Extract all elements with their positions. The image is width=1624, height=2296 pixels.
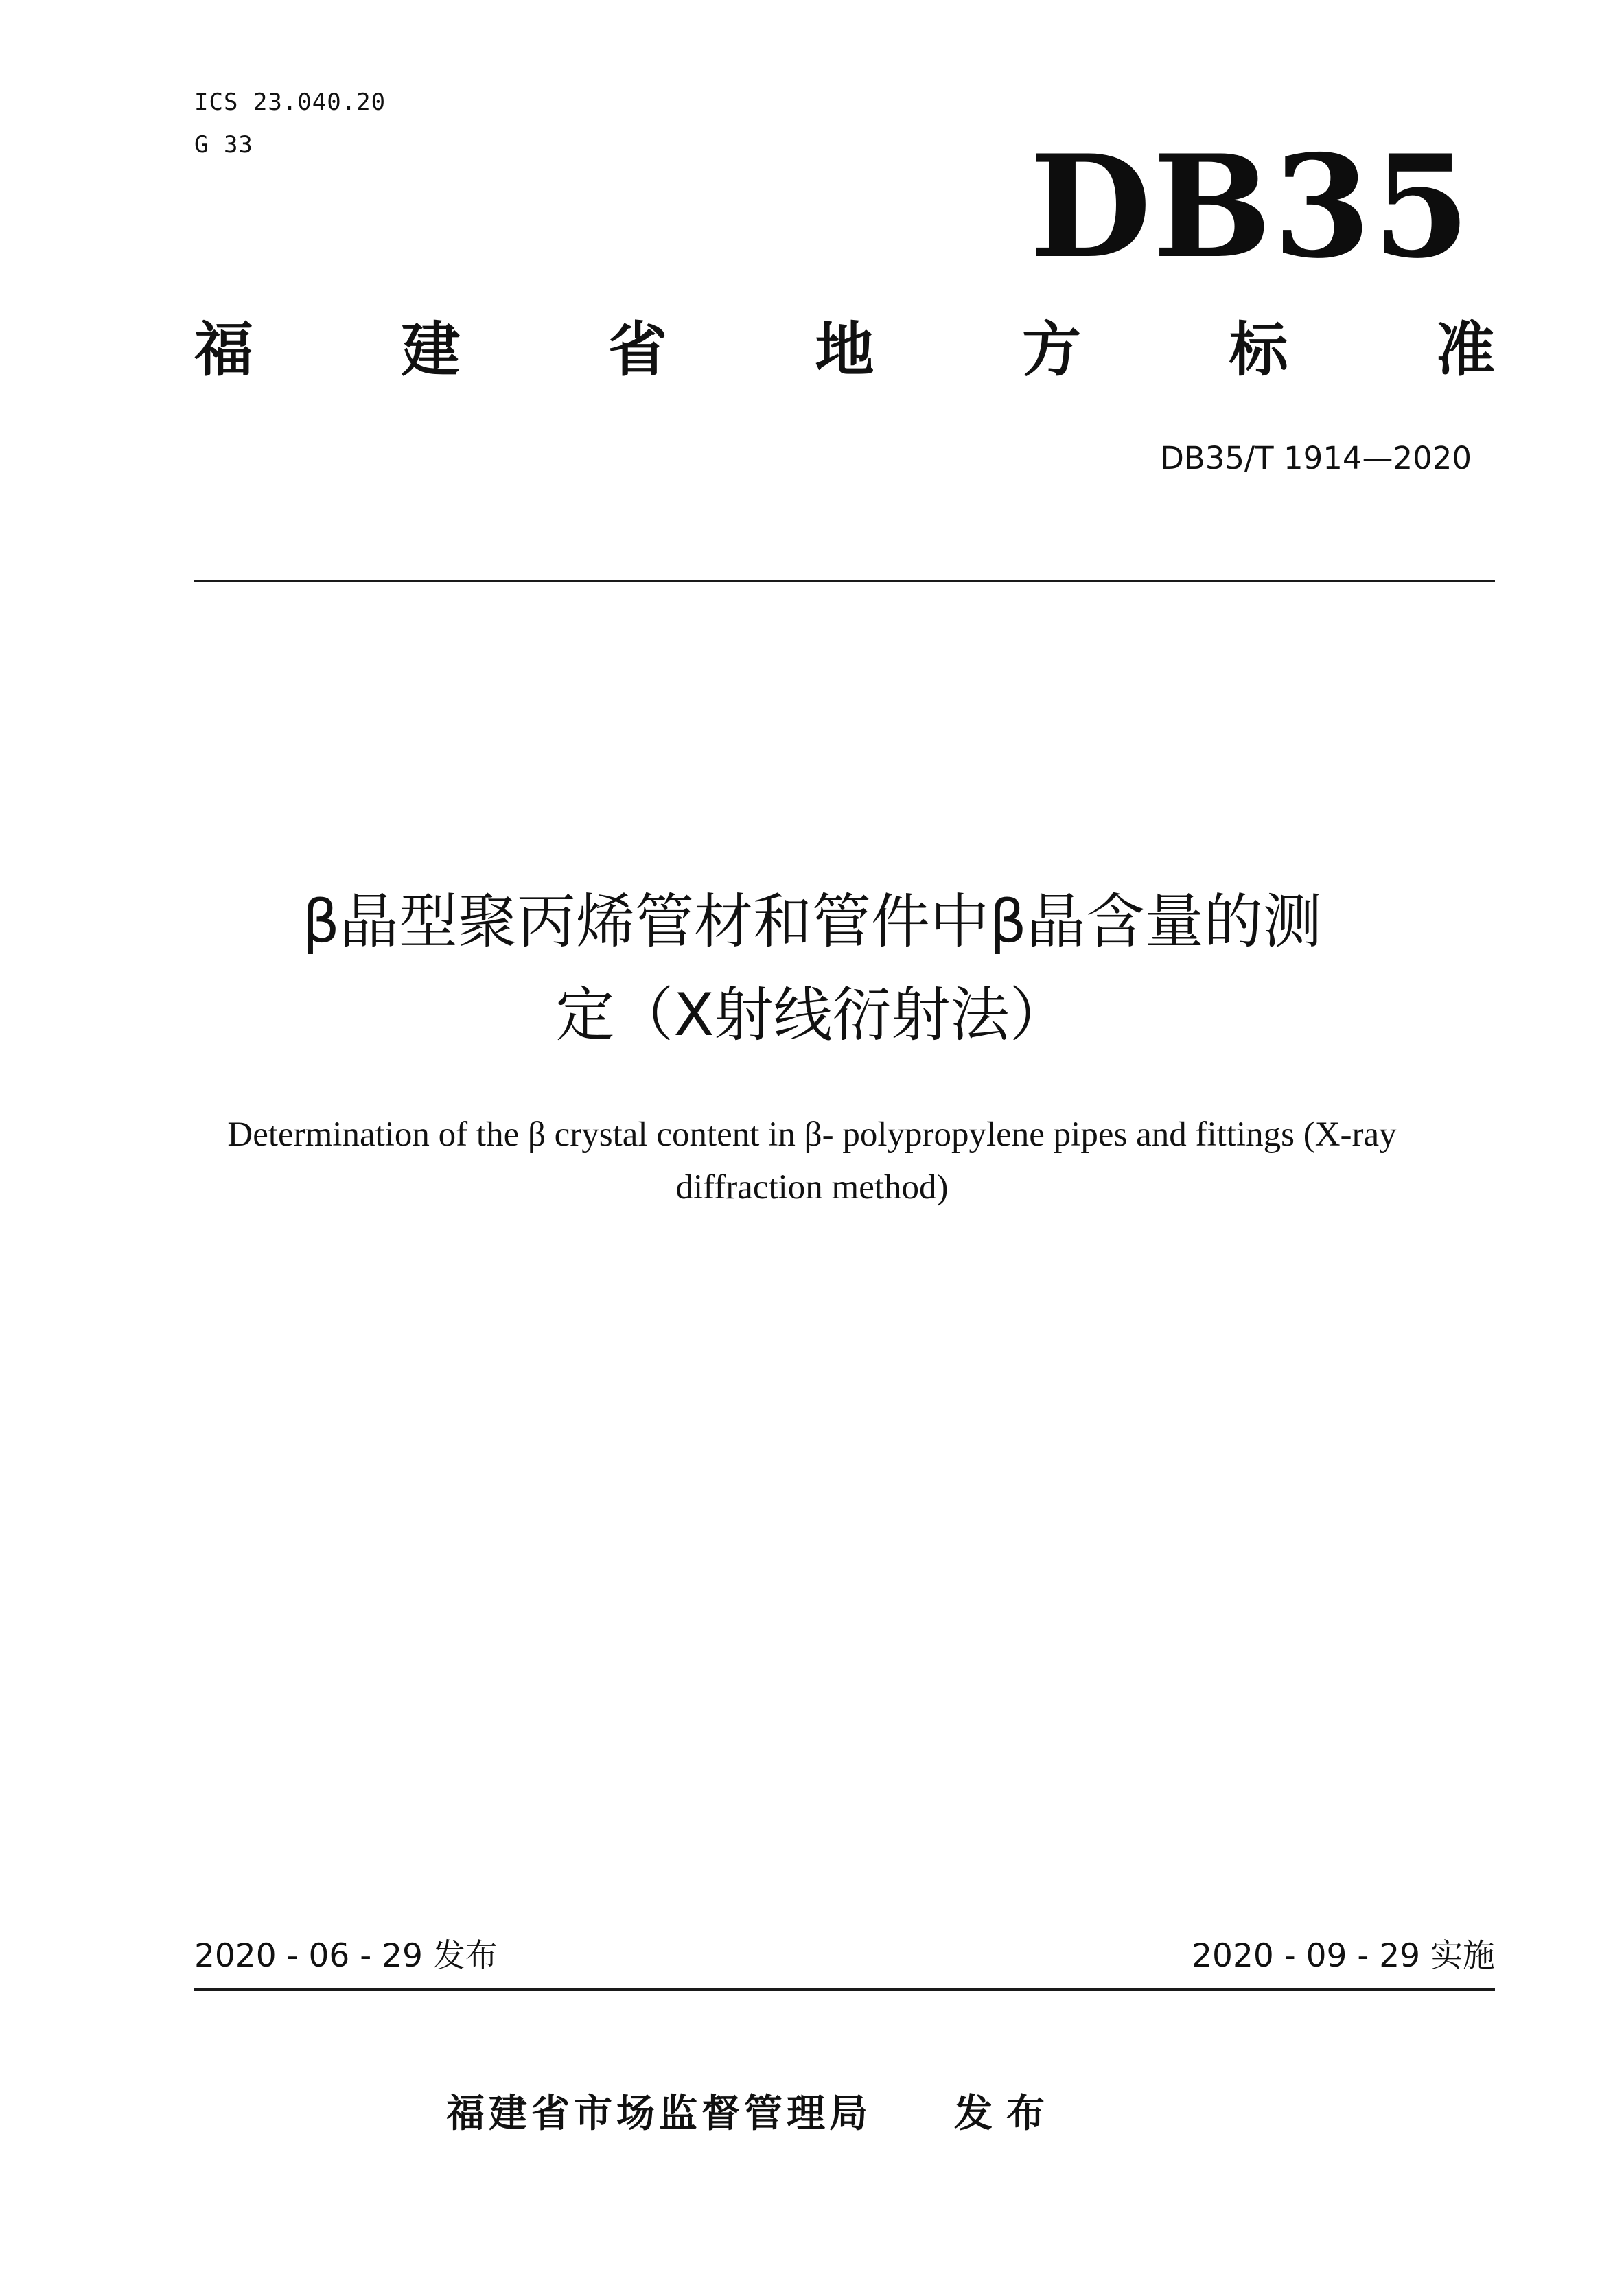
implement-date: 2020 - 09 - 29 实施 [1192,1937,1495,1975]
standard-number: DB35/T 1914—2020 [1160,440,1472,476]
standard-type-char: 方 [1022,316,1081,384]
issuer [446,2087,1058,2142]
title-english [124,1109,1500,1214]
header-divider [194,580,1495,582]
classification-codes [194,81,386,166]
date-row [194,1936,1495,1977]
standard-type-char: 地 [815,316,874,384]
title-chinese [124,875,1500,1062]
standard-type-char: 福 [194,316,253,384]
footer-divider [194,1988,1495,1991]
title-english-line-2: diffraction method) [675,1168,949,1207]
standard-type-char: 省 [608,316,667,384]
title-chinese-line-2: 定（X射线衍射法） [555,981,1069,1050]
standard-type [194,316,1495,384]
publish-date: 2020 - 06 - 29 发布 [194,1937,498,1975]
issuer-name: 福建省市场监督管理局 [446,2091,872,2136]
title-chinese-line-1: β晶型聚丙烯管材和管件中β晶含量的测 [302,888,1322,956]
ics-code: ICS 23.040.20 [194,89,386,116]
standard-type-char: 标 [1229,316,1288,384]
standard-code: DB35 [1029,125,1472,290]
standard-type-char: 建 [401,316,461,384]
ccs-code: G 33 [194,131,253,159]
issuer-action: 发布 [954,2091,1058,2136]
title-english-line-1: Determination of the β crystal content in β- polypropylene pipes and fittings (X-ray [227,1115,1397,1154]
standard-type-char: 准 [1436,316,1495,384]
